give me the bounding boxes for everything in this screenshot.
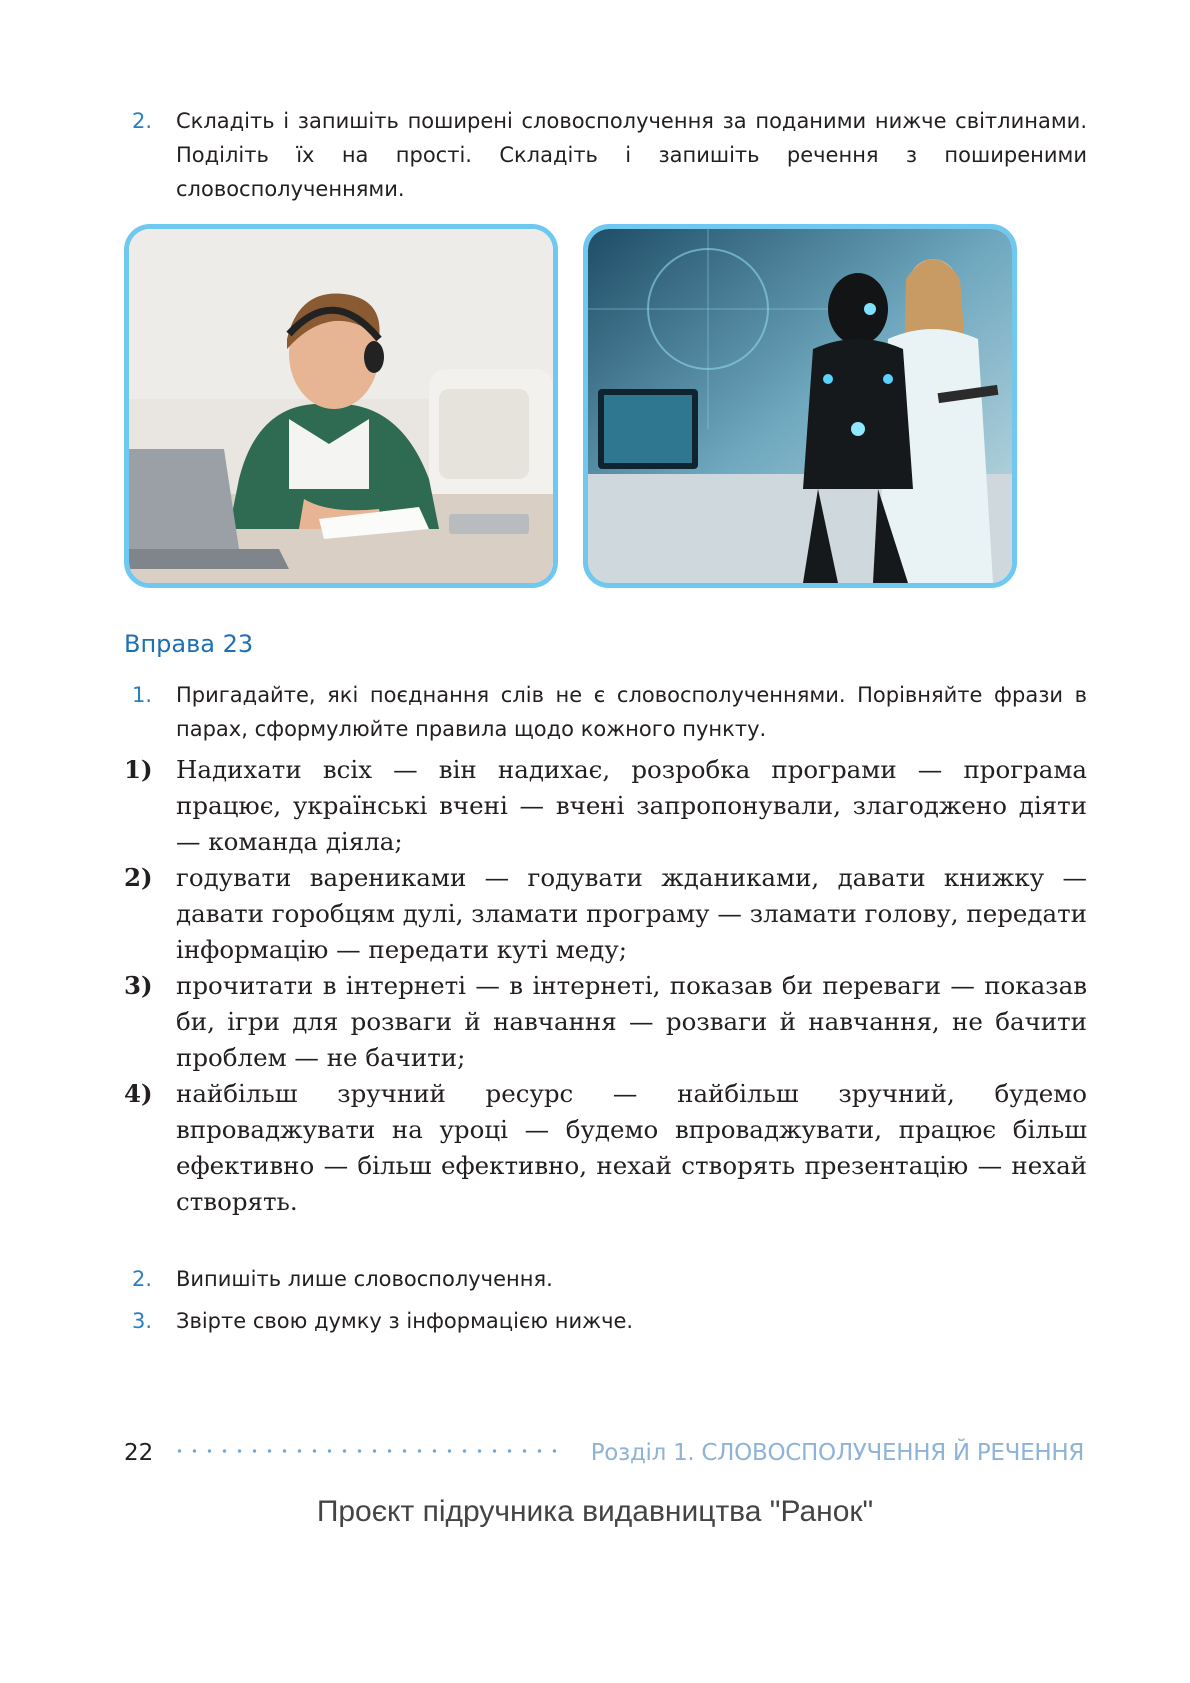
- phrase-pairs-list: [124, 752, 1087, 1220]
- list-item-text: прочитати в інтернеті — в інтернеті, показав би переваги — показав би, ігри для розваги й навчання — розваги й навчання, не бачити проблем — не бачити;: [176, 971, 1087, 1072]
- list-marker: 1): [124, 755, 153, 784]
- student-with-laptop-photo: [124, 224, 558, 588]
- task-text: Пригадайте, які поєднання слів не є словосполученнями. Порівняйте фрази в парах, сформулюйте правила щодо кожного пункту.: [176, 683, 1087, 741]
- exercise-task-3: [132, 1304, 1087, 1338]
- list-marker: 2): [124, 863, 153, 892]
- list-marker: 4): [124, 1079, 153, 1108]
- section-title: Розділ 1. СЛОВОСПОЛУЧЕННЯ Й РЕЧЕННЯ: [590, 1440, 1084, 1466]
- task-number: 2.: [132, 109, 153, 133]
- list-item: [124, 752, 1087, 860]
- exercise-task-2: [132, 1262, 1087, 1296]
- publisher-watermark: Проєкт підручника видавництва "Ранок": [316, 1495, 874, 1528]
- exercise-task-1: [132, 678, 1087, 746]
- task-2-instruction: [132, 104, 1087, 206]
- list-item: [124, 860, 1087, 968]
- dotted-leader: [172, 1448, 562, 1454]
- list-item-text: годувати варениками — годувати жданиками, давати книжку — давати горобцям дулі, зламати програму — зламати голову, передати інформацію — передати куті меду;: [176, 863, 1087, 964]
- list-item-text: найбільш зручний ресурс — найбільш зручний, будемо впроваджувати на уроці — будемо впроваджувати, працює більш ефективно — більш ефективно, нехай створять презентацію — нехай створять.: [176, 1079, 1087, 1216]
- task-text: Складіть і запишіть поширені словосполучення за поданими нижче світлинами. Поділіть їх на прості. Складіть і запишіть речення з поширеними словосполученнями.: [176, 109, 1087, 201]
- list-item-text: Надихати всіх — він надихає, розробка програми — програма працює, українські вчені — вчені запропонували, злагоджено діяти — команда діяла;: [176, 755, 1087, 856]
- task-text: Випишіть лише словосполучення.: [176, 1267, 553, 1291]
- robot-and-scientist-photo: [583, 224, 1017, 588]
- exercise-title: Вправа 23: [124, 630, 254, 658]
- task-number: 3.: [132, 1309, 153, 1333]
- list-marker: 3): [124, 971, 153, 1000]
- list-item: [124, 1076, 1087, 1220]
- page-number: 22: [124, 1440, 154, 1466]
- list-item: [124, 968, 1087, 1076]
- task-number: 1.: [132, 683, 153, 707]
- task-text: Звірте свою думку з інформацією нижче.: [176, 1309, 634, 1333]
- task-number: 2.: [132, 1267, 153, 1291]
